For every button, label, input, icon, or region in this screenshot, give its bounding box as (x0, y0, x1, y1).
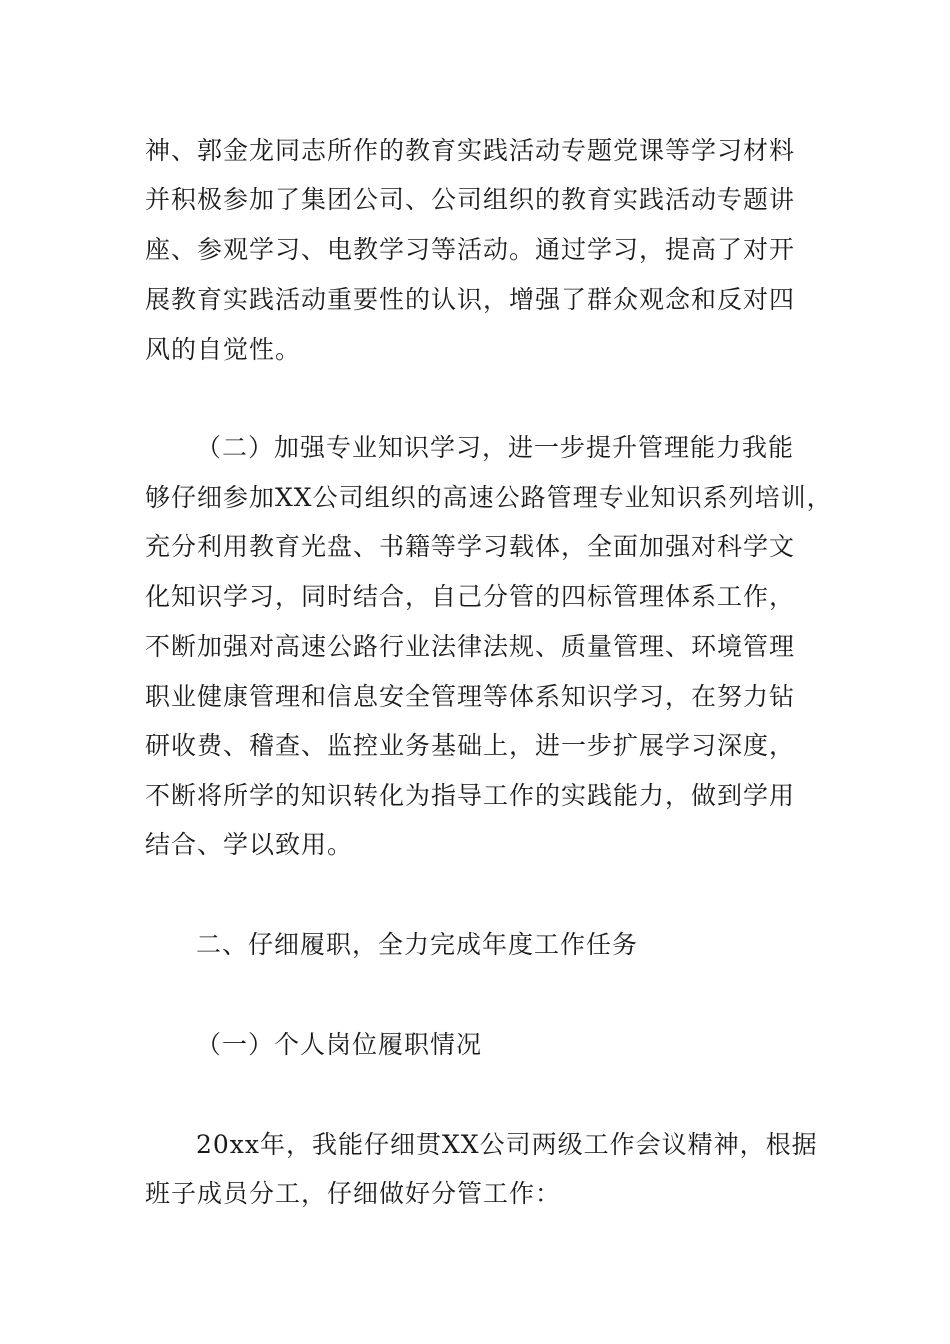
paragraph-2-line-4: 化知识学习，同时结合，自己分管的四标管理体系工作， (145, 582, 796, 611)
paragraph-2-line-2: 够仔细参加XX公司组织的高速公路管理专业知识系列培训， (145, 483, 833, 512)
paragraph-2-line-9: 结合、学以致用。 (145, 830, 354, 859)
paragraph-1-line-5: 风的自觉性。 (145, 335, 302, 364)
section-heading-2: 二、仔细履职，全力完成年度工作任务 (196, 930, 639, 959)
subsection-heading-1: （一）个人岗位履职情况 (196, 1030, 483, 1059)
paragraph-1-line-4: 展教育实践活动重要性的认识，增强了群众观念和反对四 (145, 285, 796, 314)
paragraph-2-line-1: （二）加强专业知识学习，进一步提升管理能力我能 (196, 433, 795, 462)
paragraph-2-line-3: 充分利用教育光盘、书籍等学习载体，全面加强对科学文 (145, 532, 796, 561)
paragraph-1-line-3: 座、参观学习、电教学习等活动。通过学习，提高了对开 (145, 235, 796, 264)
paragraph-3-line-1: 20xx年，我能仔细贯XX公司两级工作会议精神，根据 (196, 1130, 818, 1159)
paragraph-1-line-1: 神、郭金龙同志所作的教育实践活动专题党课等学习材料 (145, 136, 796, 165)
paragraph-3-line-2: 班子成员分工，仔细做好分管工作： (145, 1179, 562, 1208)
paragraph-2-line-5: 不断加强对高速公路行业法律法规、质量管理、环境管理 (145, 632, 796, 661)
paragraph-2-line-7: 研收费、稽查、监控业务基础上，进一步扩展学习深度， (145, 731, 796, 760)
paragraph-2-line-8: 不断将所学的知识转化为指导工作的实践能力，做到学用 (145, 781, 796, 810)
paragraph-2-line-6: 职业健康管理和信息安全管理等体系知识学习，在努力钻 (145, 682, 796, 711)
paragraph-1-line-2: 并积极参加了集团公司、公司组织的教育实践活动专题讲 (145, 185, 796, 214)
